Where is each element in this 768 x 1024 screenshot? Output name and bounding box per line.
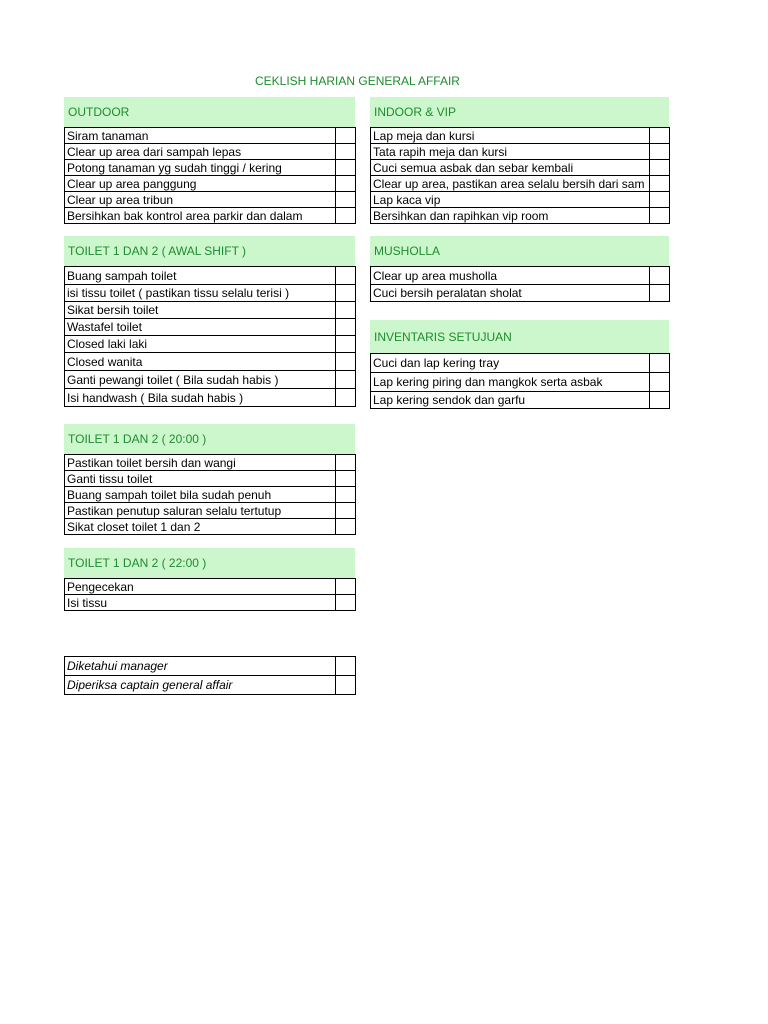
section-header-indoor-vip: INDOOR & VIP <box>370 97 669 127</box>
task-label: Clear up area dari sampah lepas <box>65 144 336 160</box>
checkbox-cell[interactable] <box>336 144 356 160</box>
checkbox-cell[interactable] <box>336 128 356 144</box>
task-label: Cuci bersih peralatan sholat <box>371 285 650 302</box>
checklist-row <box>65 336 356 353</box>
checklist-row <box>65 144 356 160</box>
task-label: Cuci semua asbak dan sebar kembali <box>371 160 650 176</box>
checkbox-cell[interactable] <box>336 285 356 302</box>
task-label: Siram tanaman <box>65 128 336 144</box>
toilet-2000-checklist <box>64 454 356 535</box>
checkbox-cell[interactable] <box>650 373 670 392</box>
task-label: Clear up area panggung <box>65 176 336 192</box>
checkbox-cell[interactable] <box>336 353 356 371</box>
checklist-row <box>65 208 356 224</box>
task-label: Potong tanaman yg sudah tinggi / kering <box>65 160 336 176</box>
checklist-row <box>65 353 356 371</box>
checkbox-cell[interactable] <box>650 128 670 144</box>
section-header-toilet-2200: TOILET 1 DAN 2 ( 22:00 ) <box>64 548 355 578</box>
section-header-toilet-2000: TOILET 1 DAN 2 ( 20:00 ) <box>64 424 355 454</box>
checklist-row <box>371 192 670 208</box>
task-label: Pengecekan <box>65 579 336 595</box>
checkbox-cell[interactable] <box>336 519 356 535</box>
task-label: Cuci dan lap kering tray <box>371 354 650 373</box>
checklist-row <box>371 285 670 302</box>
page-title: CEKLISH HARIAN GENERAL AFFAIR <box>255 74 460 88</box>
checkbox-cell[interactable] <box>336 176 356 192</box>
signoff-label: Diperiksa captain general affair <box>65 676 336 695</box>
checkbox-cell[interactable] <box>336 319 356 336</box>
checklist-row <box>65 389 356 407</box>
checkbox-cell[interactable] <box>336 160 356 176</box>
checkbox-cell[interactable] <box>336 487 356 503</box>
section-header-toilet-awal-shift: TOILET 1 DAN 2 ( AWAL SHIFT ) <box>64 236 355 266</box>
checklist-row <box>371 144 670 160</box>
task-label: Pastikan penutup saluran selalu tertutup <box>65 503 336 519</box>
checklist-row <box>371 176 670 192</box>
task-label: Clear up area tribun <box>65 192 336 208</box>
section-header-musholla: MUSHOLLA <box>370 236 669 266</box>
section-header-inventaris: INVENTARIS SETUJUAN <box>370 320 669 353</box>
checkbox-cell[interactable] <box>336 503 356 519</box>
checkbox-cell[interactable] <box>650 267 670 285</box>
task-label: Pastikan toilet bersih dan wangi <box>65 455 336 471</box>
checkbox-cell[interactable] <box>650 144 670 160</box>
checkbox-cell[interactable] <box>336 579 356 595</box>
musholla-checklist <box>370 266 670 302</box>
checklist-row <box>65 267 356 285</box>
task-label: Wastafel toilet <box>65 319 336 336</box>
checkbox-cell[interactable] <box>650 176 670 192</box>
inventaris-checklist <box>370 353 670 409</box>
checkbox-cell[interactable] <box>336 192 356 208</box>
task-label: Ganti pewangi toilet ( Bila sudah habis ) <box>65 371 336 389</box>
task-label: isi tissu toilet ( pastikan tissu selalu terisi ) <box>65 285 336 302</box>
task-label: Tata rapih meja dan kursi <box>371 144 650 160</box>
signoff-row <box>65 657 356 676</box>
checklist-row <box>65 595 356 611</box>
task-label: Isi tissu <box>65 595 336 611</box>
task-label: Clear up area, pastikan area selalu bersih dari sam <box>371 176 650 192</box>
checklist-row <box>371 208 670 224</box>
checkbox-cell[interactable] <box>336 595 356 611</box>
task-label: Lap kering sendok dan garfu <box>371 392 650 409</box>
section-header-outdoor: OUTDOOR <box>64 97 355 127</box>
checkbox-cell[interactable] <box>336 471 356 487</box>
checklist-row <box>65 471 356 487</box>
checkbox-cell[interactable] <box>336 208 356 224</box>
signoff-table <box>64 656 356 695</box>
checkbox-cell[interactable] <box>650 285 670 302</box>
checklist-row <box>371 160 670 176</box>
checkbox-cell[interactable] <box>650 392 670 409</box>
signature-cell[interactable] <box>336 657 356 676</box>
checklist-row <box>371 392 670 409</box>
task-label: Buang sampah toilet <box>65 267 336 285</box>
checklist-row <box>65 302 356 319</box>
signoff-label: Diketahui manager <box>65 657 336 676</box>
task-label: Closed laki laki <box>65 336 336 353</box>
checkbox-cell[interactable] <box>336 371 356 389</box>
checklist-row <box>65 176 356 192</box>
checklist-row <box>65 579 356 595</box>
checklist-row <box>65 160 356 176</box>
task-label: Lap kaca vip <box>371 192 650 208</box>
task-label: Bersihkan dan rapihkan vip room <box>371 208 650 224</box>
checklist-row <box>65 455 356 471</box>
task-label: Clear up area musholla <box>371 267 650 285</box>
task-label: Sikat bersih toilet <box>65 302 336 319</box>
task-label: Lap kering piring dan mangkok serta asbak <box>371 373 650 392</box>
checkbox-cell[interactable] <box>336 455 356 471</box>
toilet-awal-shift-checklist <box>64 266 356 407</box>
outdoor-checklist <box>64 127 356 224</box>
signature-cell[interactable] <box>336 676 356 695</box>
checklist-row <box>371 128 670 144</box>
checkbox-cell[interactable] <box>336 389 356 407</box>
task-label: Ganti tissu toilet <box>65 471 336 487</box>
checkbox-cell[interactable] <box>650 192 670 208</box>
checkbox-cell[interactable] <box>650 160 670 176</box>
checkbox-cell[interactable] <box>336 336 356 353</box>
signoff-row <box>65 676 356 695</box>
checklist-row <box>65 285 356 302</box>
checklist-row <box>371 267 670 285</box>
checklist-row <box>371 373 670 392</box>
checklist-row <box>65 128 356 144</box>
task-label: Bersihkan bak kontrol area parkir dan dalam <box>65 208 336 224</box>
checklist-row <box>65 487 356 503</box>
toilet-2200-checklist <box>64 578 356 611</box>
checkbox-cell[interactable] <box>336 302 356 319</box>
task-label: Isi handwash ( Bila sudah habis ) <box>65 389 336 407</box>
task-label: Sikat closet toilet 1 dan 2 <box>65 519 336 535</box>
checklist-row <box>65 319 356 336</box>
indoor-vip-checklist <box>370 127 670 224</box>
checklist-row <box>371 354 670 373</box>
checklist-row <box>65 519 356 535</box>
checkbox-cell[interactable] <box>336 267 356 285</box>
checklist-row <box>65 371 356 389</box>
checklist-row <box>65 192 356 208</box>
task-label: Closed wanita <box>65 353 336 371</box>
checklist-row <box>65 503 356 519</box>
checkbox-cell[interactable] <box>650 354 670 373</box>
checkbox-cell[interactable] <box>650 208 670 224</box>
task-label: Lap meja dan kursi <box>371 128 650 144</box>
task-label: Buang sampah toilet bila sudah penuh <box>65 487 336 503</box>
